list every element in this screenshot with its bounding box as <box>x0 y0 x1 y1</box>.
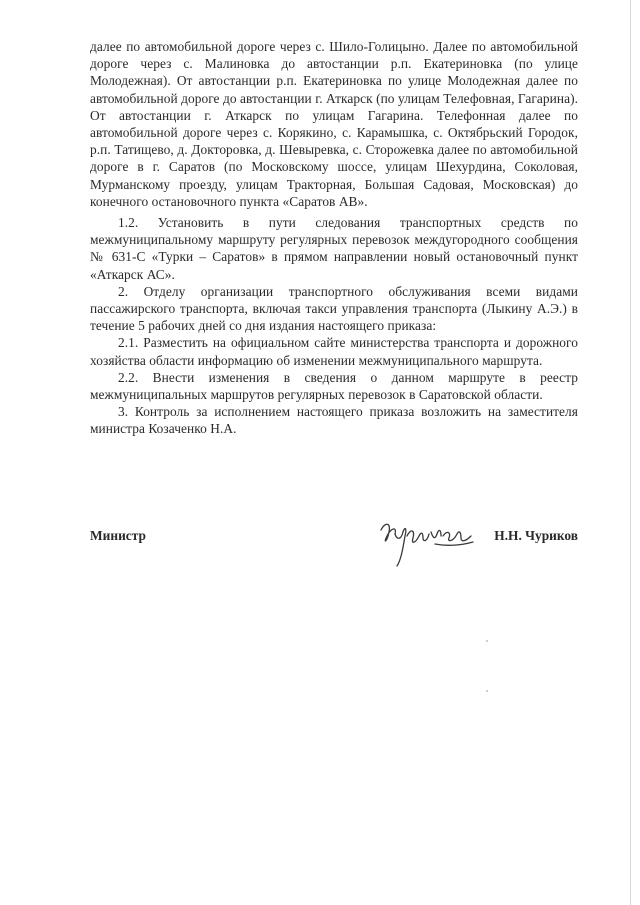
paragraph-route-continuation: далее по автомобильной дороге через с. Шило-Голицыно. Далее по автомобильной дороге через с. Малиновка до автостанции р.п. Екатериновка (по улице Молодежная). От автостанции р.п. Екатериновка по улице Молодежная далее по автомобильной дороге до автостанции г. Аткарск (по улицам Телефовная, Гагарина). От автостанции г. Аткарск по улицам Гагарина. Телефонная далее по автомобильной дороге через с. Корякино, с. Карамышка, с. Октябрьский Городок, р.п. Татищево, д. Докторовка, д. Шевыревка, с. Сторожевка далее по автомобильной дороге в г. Саратов (по Московскому шоссе, улицам Шехурдина, Соколовая, Мурманскому проезду, улицам Тракторная, Большая Садовая, Московская) до конечного остановочного пункта «Саратов АВ». <box>90 39 578 209</box>
paragraph-item-2-2: 2.2. Внести изменения в сведения о данном маршруте в реестр межмуниципальных маршрутов регулярных перевозок в Саратовской области. <box>90 369 578 403</box>
signatory-title: Министр <box>90 528 146 543</box>
scan-speck <box>486 690 488 692</box>
handwritten-signature <box>375 514 485 570</box>
paragraph-item-3: 3. Контроль за исполнением настоящего приказа возложить на заместителя министра Козаченко Н.А. <box>90 404 578 437</box>
scan-edge-line <box>630 0 631 905</box>
paragraph-item-1-2: 1.2. Установить в пути следования транспортных средств по межмуниципальному маршруту регулярных перевозок междугородного сообщения № 631-С «Турки – Саратов» в прямом направлении новый остановочный пункт «Аткарск АС». <box>90 215 578 282</box>
paragraph-item-2: 2. Отделу организации транспортного обслуживания всеми видами пассажирского транспорта, включая такси управления транспорта (Лыкину А.Э.) в течение 5 рабочих дней со дня издания настоящего приказа: <box>90 283 578 334</box>
signature-block <box>90 522 578 572</box>
document-body <box>90 38 578 438</box>
paragraph-item-2-1: 2.1. Разместить на официальном сайте министерства транспорта и дорожного хозяйства области информацию об изменении межмуниципального маршрута. <box>90 335 578 368</box>
scan-speck <box>486 640 488 642</box>
signatory-name: Н.Н. Чуриков <box>494 528 578 543</box>
